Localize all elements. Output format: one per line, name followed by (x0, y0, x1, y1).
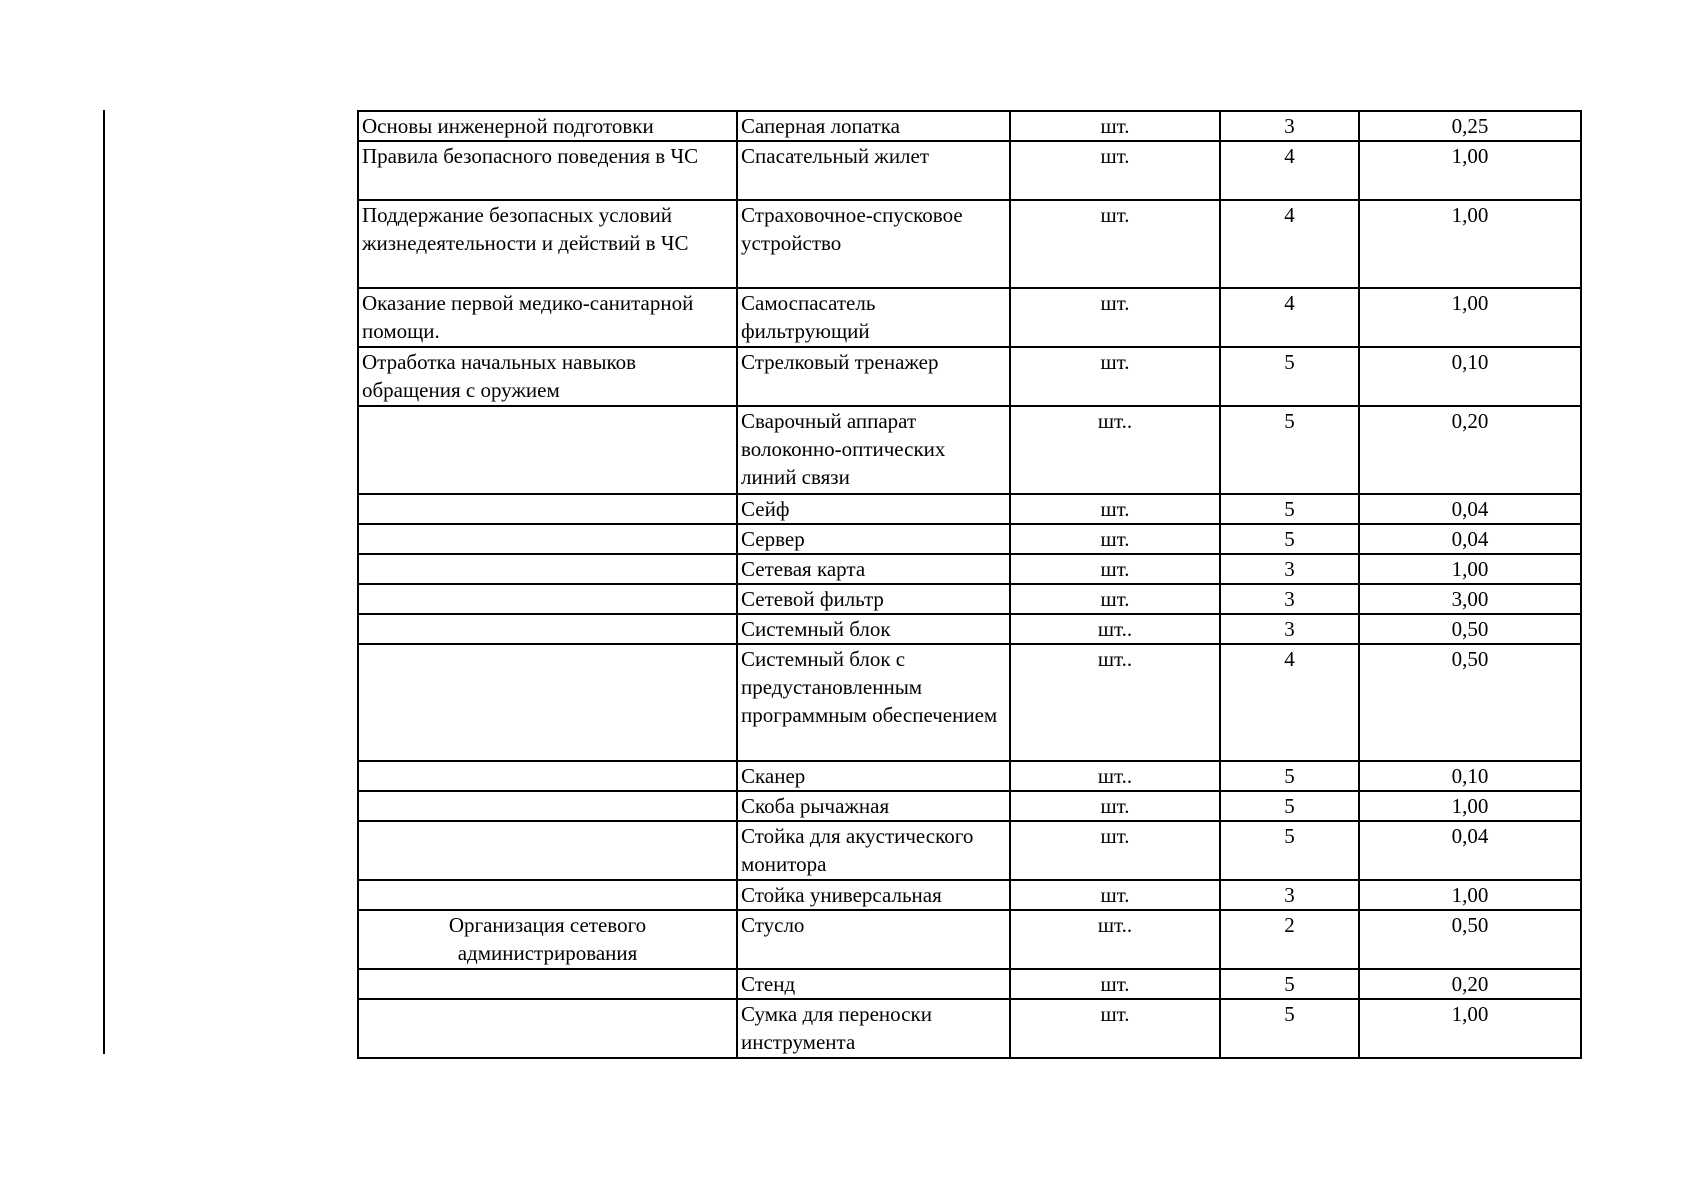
section-cell (358, 880, 737, 910)
unit-cell: шт.. (1010, 644, 1220, 761)
item-cell: Саперная лопатка (737, 111, 1010, 141)
item-cell: Сварочный аппарат волоконно-оптических линий связи (737, 406, 1010, 494)
item-cell: Сейф (737, 494, 1010, 524)
section-cell (358, 761, 737, 791)
section-cell (358, 644, 737, 761)
table-row (358, 791, 1581, 821)
quantity-cell: 3 (1220, 880, 1359, 910)
unit-cell: шт. (1010, 494, 1220, 524)
table-row (358, 288, 1581, 347)
coefficient-cell: 0,20 (1359, 969, 1581, 999)
table-row (358, 200, 1581, 288)
item-cell: Сетевая карта (737, 554, 1010, 584)
item-cell: Стрелковый тренажер (737, 347, 1010, 406)
coefficient-cell: 0,25 (1359, 111, 1581, 141)
unit-cell: шт.. (1010, 614, 1220, 644)
unit-cell: шт. (1010, 554, 1220, 584)
quantity-cell: 5 (1220, 999, 1359, 1058)
section-cell: Основы инженерной подготовки (358, 111, 737, 141)
coefficient-cell: 1,00 (1359, 141, 1581, 200)
inventory-table (357, 110, 1582, 1059)
quantity-cell: 4 (1220, 288, 1359, 347)
item-cell: Сумка для переноски инструмента (737, 999, 1010, 1058)
quantity-cell: 5 (1220, 524, 1359, 554)
table-row (358, 761, 1581, 791)
table-row (358, 969, 1581, 999)
unit-cell: шт. (1010, 880, 1220, 910)
quantity-cell: 4 (1220, 141, 1359, 200)
table-row (358, 141, 1581, 200)
table-row (358, 406, 1581, 494)
coefficient-cell: 1,00 (1359, 791, 1581, 821)
section-cell: Оказание первой медико-санитарной помощи. (358, 288, 737, 347)
table-row (358, 644, 1581, 761)
unit-cell: шт. (1010, 111, 1220, 141)
quantity-cell: 5 (1220, 791, 1359, 821)
section-cell (358, 821, 737, 880)
quantity-cell: 5 (1220, 494, 1359, 524)
coefficient-cell: 0,04 (1359, 821, 1581, 880)
section-cell (358, 524, 737, 554)
item-cell: Стусло (737, 910, 1010, 969)
quantity-cell: 3 (1220, 111, 1359, 141)
quantity-cell: 5 (1220, 347, 1359, 406)
item-cell: Стойка для акустического монитора (737, 821, 1010, 880)
quantity-cell: 5 (1220, 969, 1359, 999)
coefficient-cell: 0,10 (1359, 347, 1581, 406)
item-cell: Стенд (737, 969, 1010, 999)
coefficient-cell: 3,00 (1359, 584, 1581, 614)
section-cell (358, 406, 737, 494)
section-cell (358, 999, 737, 1058)
coefficient-cell: 1,00 (1359, 288, 1581, 347)
coefficient-cell: 1,00 (1359, 999, 1581, 1058)
item-cell: Спасательный жилет (737, 141, 1010, 200)
item-cell: Системный блок (737, 614, 1010, 644)
section-cell (358, 791, 737, 821)
table-row (358, 614, 1581, 644)
quantity-cell: 5 (1220, 761, 1359, 791)
coefficient-cell: 0,50 (1359, 644, 1581, 761)
coefficient-cell: 0,04 (1359, 494, 1581, 524)
section-cell (358, 584, 737, 614)
unit-cell: шт.. (1010, 406, 1220, 494)
unit-cell: шт. (1010, 141, 1220, 200)
coefficient-cell: 0,20 (1359, 406, 1581, 494)
section-cell (358, 969, 737, 999)
coefficient-cell: 0,04 (1359, 524, 1581, 554)
section-cell (358, 494, 737, 524)
item-cell: Страховочное-спусковое устройство (737, 200, 1010, 288)
quantity-cell: 3 (1220, 614, 1359, 644)
quantity-cell: 5 (1220, 821, 1359, 880)
coefficient-cell: 1,00 (1359, 200, 1581, 288)
quantity-cell: 5 (1220, 406, 1359, 494)
item-cell: Системный блок с предустановленным программным обеспечением (737, 644, 1010, 761)
item-cell: Стойка универсальная (737, 880, 1010, 910)
table-row (358, 821, 1581, 880)
section-cell: Организация сетевого администрирования (358, 910, 737, 969)
unit-cell: шт. (1010, 288, 1220, 347)
quantity-cell: 4 (1220, 200, 1359, 288)
quantity-cell: 3 (1220, 554, 1359, 584)
table-row (358, 111, 1581, 141)
section-cell (358, 554, 737, 584)
table-row (358, 880, 1581, 910)
coefficient-cell: 0,50 (1359, 614, 1581, 644)
coefficient-cell: 0,50 (1359, 910, 1581, 969)
table-row (358, 910, 1581, 969)
item-cell: Скоба рычажная (737, 791, 1010, 821)
table-row (358, 494, 1581, 524)
table-row (358, 999, 1581, 1058)
item-cell: Сканер (737, 761, 1010, 791)
table-row (358, 584, 1581, 614)
coefficient-cell: 1,00 (1359, 554, 1581, 584)
item-cell: Сетевой фильтр (737, 584, 1010, 614)
coefficient-cell: 1,00 (1359, 880, 1581, 910)
quantity-cell: 2 (1220, 910, 1359, 969)
unit-cell: шт. (1010, 999, 1220, 1058)
margin-line (103, 110, 105, 1054)
section-cell: Поддержание безопасных условий жизнедеятельности и действий в ЧС (358, 200, 737, 288)
coefficient-cell: 0,10 (1359, 761, 1581, 791)
unit-cell: шт. (1010, 584, 1220, 614)
unit-cell: шт. (1010, 791, 1220, 821)
unit-cell: шт. (1010, 524, 1220, 554)
quantity-cell: 3 (1220, 584, 1359, 614)
item-cell: Сервер (737, 524, 1010, 554)
unit-cell: шт. (1010, 347, 1220, 406)
section-cell (358, 614, 737, 644)
unit-cell: шт.. (1010, 910, 1220, 969)
unit-cell: шт. (1010, 969, 1220, 999)
table-row (358, 554, 1581, 584)
table-row (358, 347, 1581, 406)
section-cell: Правила безопасного поведения в ЧС (358, 141, 737, 200)
section-cell: Отработка начальных навыков обращения с оружием (358, 347, 737, 406)
unit-cell: шт.. (1010, 761, 1220, 791)
unit-cell: шт. (1010, 200, 1220, 288)
unit-cell: шт. (1010, 821, 1220, 880)
item-cell: Самоспасатель фильтрующий (737, 288, 1010, 347)
quantity-cell: 4 (1220, 644, 1359, 761)
table-row (358, 524, 1581, 554)
